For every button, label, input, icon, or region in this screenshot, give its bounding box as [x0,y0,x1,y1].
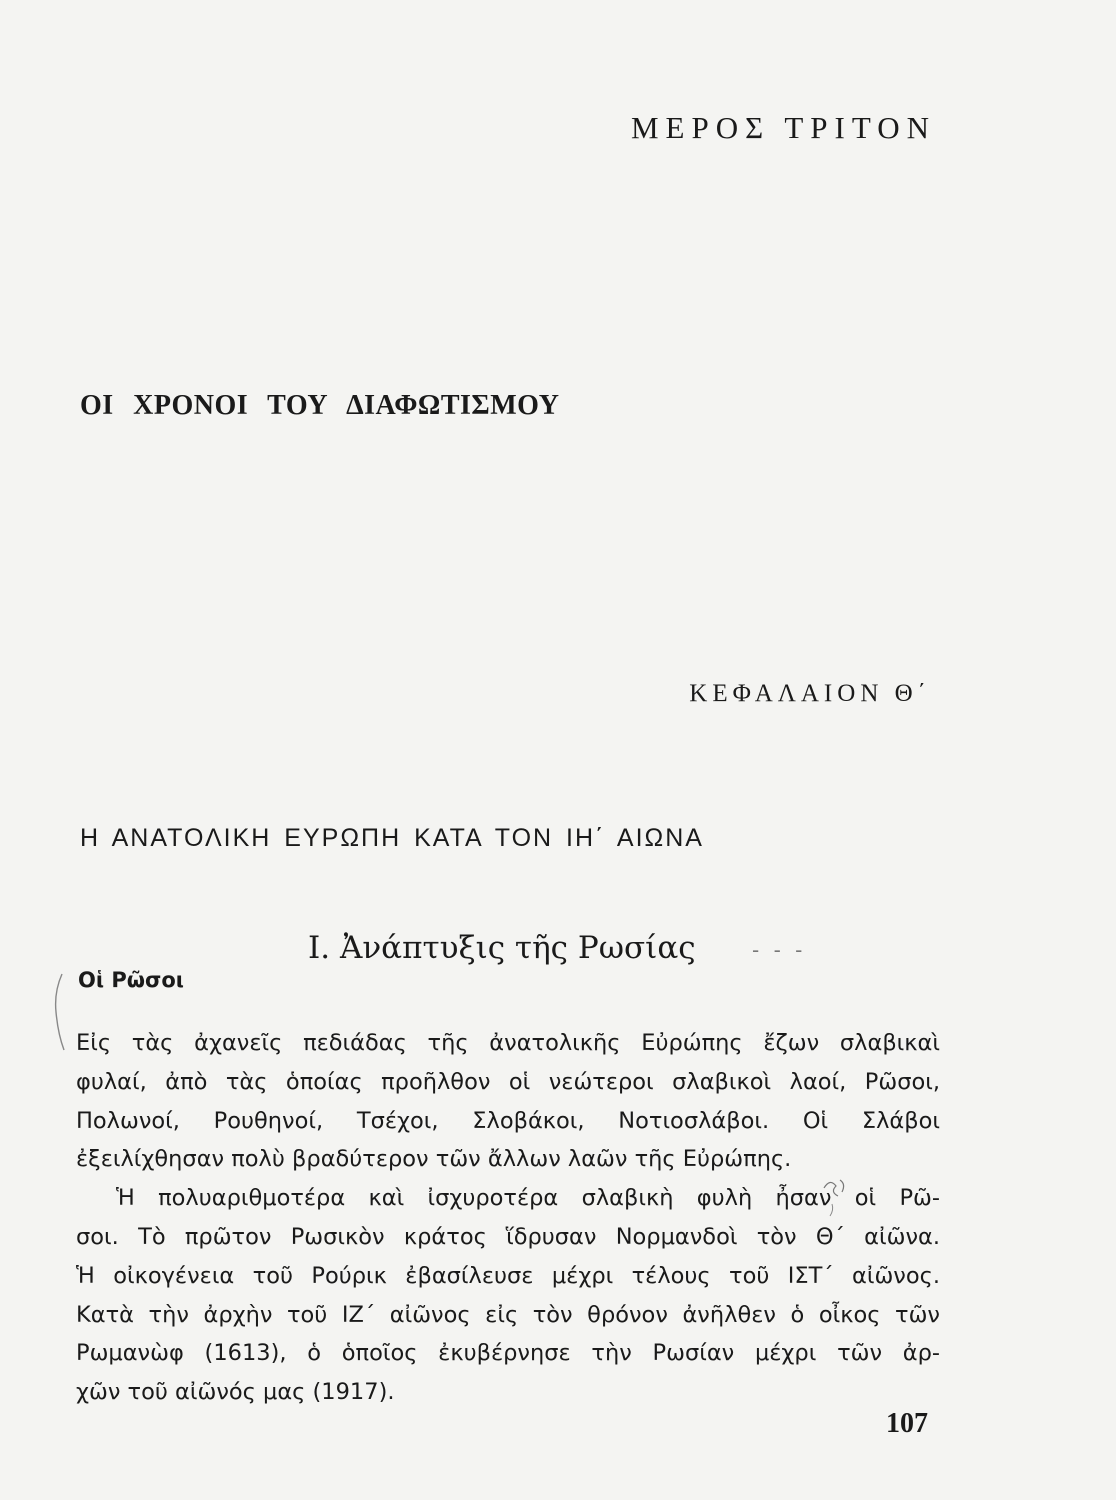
pencil-bracket-mark-icon [52,972,66,1052]
pencil-annotation-icon [818,1170,854,1220]
pencil-dash-mark-icon: ‐ ‐ ‐ [752,938,807,962]
side-heading: Οἱ Ρῶσοι [78,968,184,992]
section-title: Ι. Ἀνάπτυξις τῆς Ρωσίας [308,930,696,966]
text-line: φυλαί, ἀπὸ τὰς ὁποίας προῆλθον οἱ νεώτεροι σλαβικοὶ λαοί, Ρῶσοι, [76,1068,940,1095]
text-line: Ἡ πολυαριθμοτέρα καὶ ἰσχυροτέρα σλαβικὴ φυλὴ ἦσαν οἱ Ρῶ- [116,1185,940,1212]
era-title: ΟΙ ΧΡΟΝΟΙ ΤΟΥ ΔΙΑΦΩΤΙΣΜΟΥ [80,390,560,421]
page-number: 107 [886,1408,928,1439]
body-text [76,1024,940,1412]
part-title: ΜΕΡΟΣ ΤΡΙΤΟΝ [630,110,936,145]
text-line: χῶν τοῦ αἰῶνός μας (1917). [76,1379,395,1406]
text-line: Ἡ οἰκογένεια τοῦ Ρούρικ ἐβασίλευσε μέχρι τέλους τοῦ ΙΣΤ΄ αἰῶνος. [76,1262,940,1289]
text-line: Κατὰ τὴν ἀρχὴν τοῦ ΙΖ΄ αἰῶνος εἰς τὸν θρόνον ἀνῆλθεν ὁ οἶκος τῶν [76,1301,940,1328]
text-line: ἐξειλίχθησαν πολὺ βραδύτερον τῶν ἄλλων λαῶν τῆς Εὐρώπης. [76,1146,792,1173]
chapter-title: Η ΑΝΑΤΟΛΙΚΗ ΕΥΡΩΠΗ ΚΑΤΑ ΤΟΝ ΙΗ΄ ΑΙΩΝΑ [80,824,704,852]
text-line: Εἰς τὰς ἀχανεῖς πεδιάδας τῆς ἀνατολικῆς Εὐρώπης ἔζων σλαβικαὶ [76,1030,940,1056]
chapter-label: ΚΕΦΑΛΑΙΟΝ Θ΄ [689,680,931,707]
text-line: σοι. Τὸ πρῶτον Ρωσικὸν κράτος ἵδρυσαν Νορμανδοὶ τὸν Θ΄ αἰῶνα. [76,1223,940,1250]
text-line: Πολωνοί, Ρουθηνοί, Τσέχοι, Σλοβάκοι, Νοτιοσλάβοι. Οἱ Σλάβοι [76,1107,940,1134]
text-line: Ρωμανὼφ (1613), ὁ ὁποῖος ἐκυβέρνησε τὴν Ρωσίαν μέχρι τῶν ἀρ- [76,1340,940,1367]
